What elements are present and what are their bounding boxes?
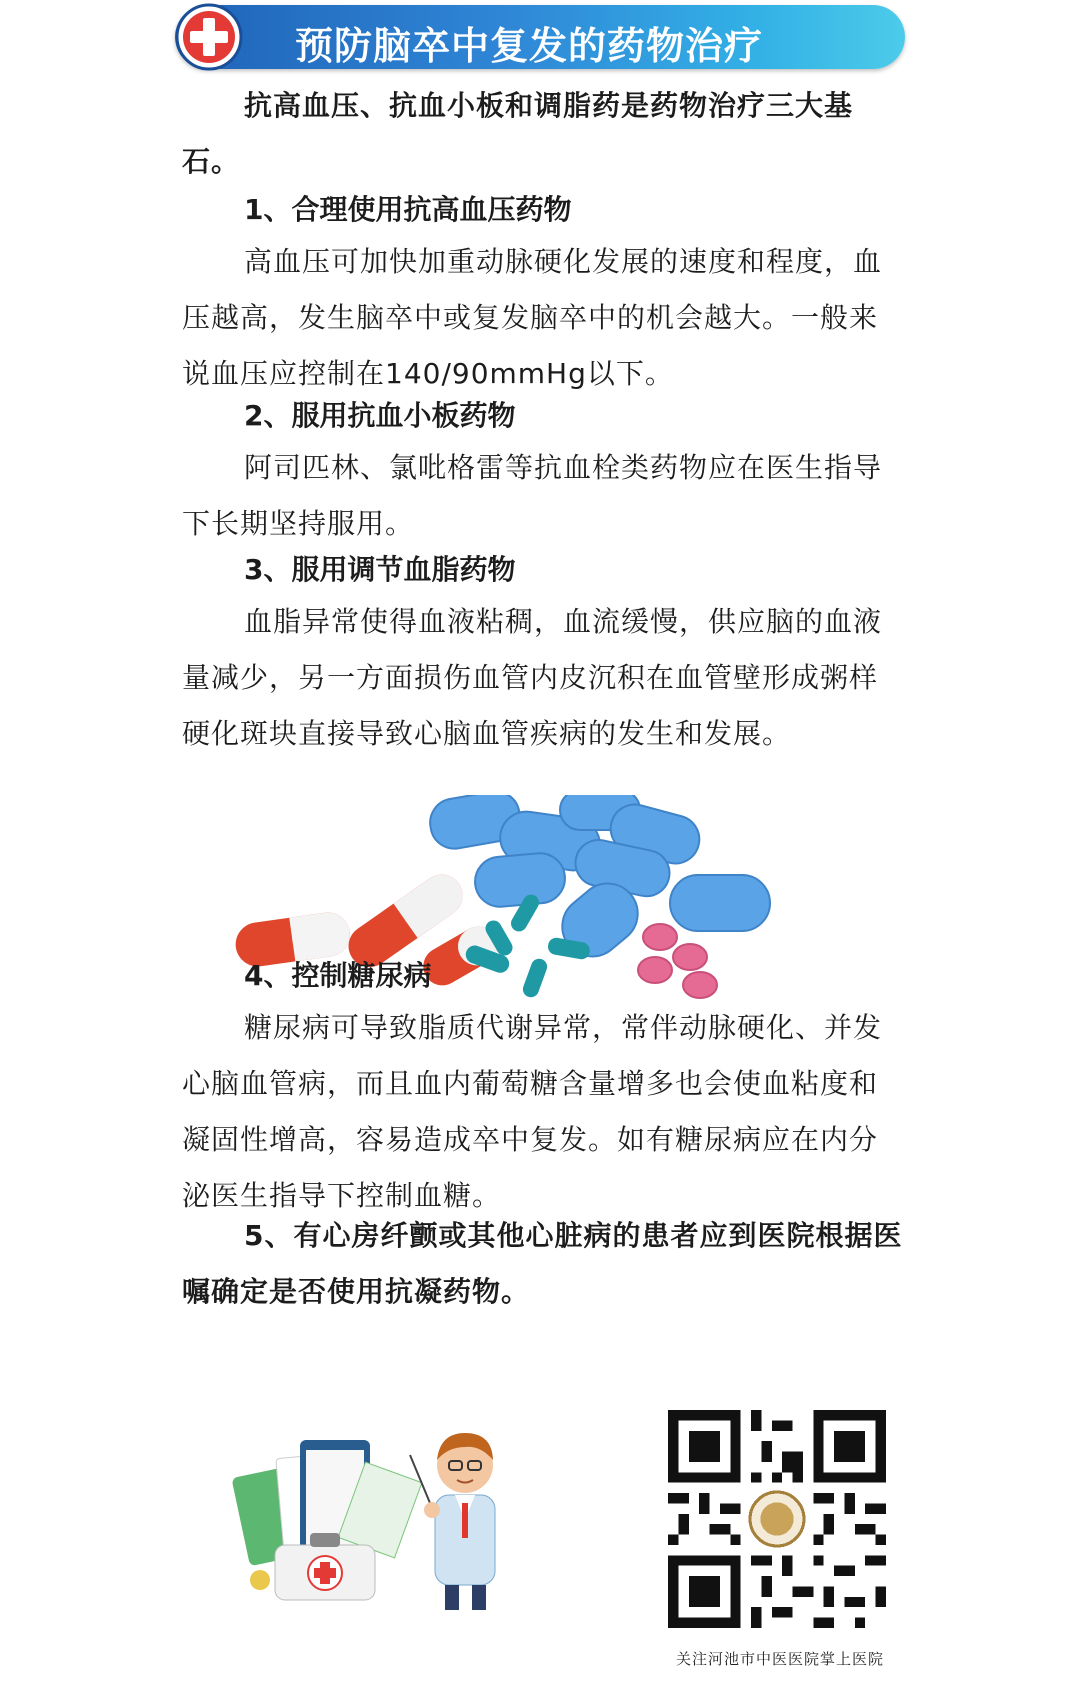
section-heading-3: 3、服用调节血脂药物 (244, 553, 516, 586)
section-body-1: 高血压可加快加重动脉硬化发展的速度和程度，血压越高，发生脑卒中或复发脑卒中的机会越大。一般来说血压应控制在140/90mmHg以下。 (182, 245, 883, 390)
doctor-figure (410, 1433, 495, 1610)
intro-text: 抗高血压、抗血小板和调脂药是药物治疗三大基石。 (182, 89, 854, 178)
qr-code[interactable] (668, 1410, 886, 1628)
closing-text: 5、有心房纤颤或其他心脏病的患者应到医院根据医嘱确定是否使用抗凝药物。 (182, 1219, 903, 1308)
section-body-3: 血脂异常使得血液粘稠，血流缓慢，供应脑的血液量减少，另一方面损伤血管内皮沉积在血管壁形成粥样硬化斑块直接导致心脑血管疾病的发生和发展。 (182, 605, 883, 750)
pink-tablets (638, 924, 717, 998)
section-body-4: 糖尿病可导致脂质代谢异常，常伴动脉硬化、并发心脑血管病，而且血内葡萄糖含量增多也会使血粘度和凝固性增高，容易造成卒中复发。如有糖尿病应在内分泌医生指导下控制血糖。 (182, 1011, 883, 1212)
section-heading-4: 4、控制糖尿病 (244, 959, 432, 992)
section-heading-2: 2、服用抗血小板药物 (244, 399, 516, 432)
section-heading-1: 1、合理使用抗高血压药物 (244, 193, 572, 226)
section-body-2: 阿司匹林、氯吡格雷等抗血栓类药物应在医生指导下长期坚持服用。 (182, 451, 883, 540)
qr-caption: 关注河池市中医医院掌上医院 (675, 1650, 884, 1668)
doctor-illustration (220, 1415, 520, 1615)
page-title: 预防脑卒中复发的药物治疗 (295, 24, 764, 68)
medical-documents (231, 1440, 421, 1600)
red-cross-icon (175, 3, 243, 71)
title-banner (175, 5, 905, 69)
